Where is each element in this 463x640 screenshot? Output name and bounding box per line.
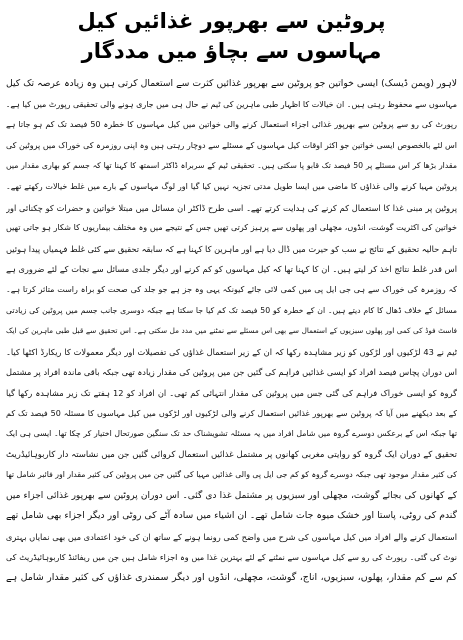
article-body-line: تاہم حالیہ تحقیق کے نتائج نے سب کو حیرت میں ڈال دیا ہے اور ماہرین کا کہنا ہے کہ سابقہ تحقیق سے کئی غلط فہمیاں پیدا ہوئیں [6, 243, 457, 254]
article-body-line: کم سے کم مقدار، پھلوں، سبزیوں، اناج، گوشت، مچھلی، انڈوں اور دیگر سمندری غذاؤں کی کثیر مقدار شامل ہے [6, 572, 457, 584]
article-body-line: تھا جبکہ اس کے برعکس دوسرے گروہ میں شامل افراد میں یہ مسئلہ تشویشناک حد تک سنگین صورتحال اختیار کر چکا تھا۔ ایسی ہی ایک [6, 429, 457, 439]
article-body-line: کے بعد دیکھنے میں آیا کہ پروٹین سے بھرپور غذائیں استعمال کرنے والی لڑکیوں اور لڑکوں میں کیل مہاسوں کا مسئلہ 50 فیصد تک کم [6, 408, 457, 418]
article-body-line: لاہور (ویمن ڈیسک) ایسی خواتین جو پروٹین سے بھرپور غذائیں کثرت سے استعمال کرتی ہیں وہ زیادہ عرصہ تک کیل [6, 78, 457, 89]
article-body [6, 74, 457, 589]
article-body-line: مہاسوں سے محفوظ رہتی ہیں۔ ان خیالات کا اظہار طبی ماہرین کی ٹیم نے حال ہی میں جاری ہونے والی تحقیقی رپورٹ میں کیا ہے۔ [6, 99, 457, 109]
article-body-line: کے کھانوں کی بجائے گوشت، مچھلی اور سبزیوں پر مشتمل غذا دی گئی۔ اس دوران پروٹین سے بھرپور غذائی اجزاء میں [6, 490, 457, 501]
article-body-line: کہ روزمرہ کی خوراک سے ہی جی ایل پی میں کمی لائی جائے کیونکہ یہی وہ جز ہے جو جلد کی صحت کو براہ راست متاثر کرتا ہے۔ [6, 284, 457, 294]
article-body-line: استعمال کرنے والے افراد میں کیل مہاسوں کی شرح میں واضح کمی رونما ہونے کے ساتھ ان کی خود اعتمادی میں بھی نمایاں بہتری [6, 532, 457, 543]
article-body-line: خواتین کی اکثریت گوشت، انڈوں، مچھلی اور پھلوں سے پرہیز کرتی تھیں جس کے نتیجے میں وہ مختلف بیماریوں کا شکار ہو جاتی تھیں [6, 223, 457, 233]
article-body-line: مسائل کے خلاف ڈھال کا کام دیتے ہیں۔ ان کے خطرہ کو 50 فیصد تک کم کیا جا سکتا ہے جبکہ دوسری جانب جسم میں پروٹین کی زیادتی [6, 305, 457, 315]
article-body-line: رپورٹ کی رو سے پروٹین سے بھرپور غذائی اجزاء استعمال کرنے والی خواتین میں کیل مہاسوں کا خطرہ 50 فیصد تک کم ہو جاتا ہے [6, 120, 457, 130]
headline-line-2: مہاسوں سے بچاؤ میں مددگار [81, 39, 382, 63]
article-body-line: کی کثیر مقدار موجود تھی جبکہ دوسرے گروہ کو کم جی ایل پی والی غذائیں مہیا کی گئیں جن میں پروٹین کی کثیر مقدار اور فائبر شامل تھا [6, 470, 457, 480]
article-body-line: تحقیق کے دوران ایک گروہ کو روایتی مغربی کھانوں پر مشتمل غذائیں استعمال کروائی گئیں جن میں نشاستہ دار کاربوہائیڈریٹ [6, 449, 457, 460]
article-body-line: گندم کی روٹی، پاستا اور خشک میوہ جات شامل تھے۔ ان اشیاء میں سادہ آٹے کی روٹی اور دیگر اجزاء بھی شامل تھے [6, 510, 457, 522]
article-body-line: اس دوران پچاس فیصد افراد کو ایسی غذائیں فراہم کی گئیں جن میں پروٹین کی مقدار زیادہ تھی جبکہ باقی ماندہ افراد پر مشتمل [6, 367, 457, 378]
article-body-line: فاسٹ فوڈ کی کمی اور پھلوں سبزیوں کے استعمال سے بھی اس مسئلے سے نمٹنے میں مدد مل سکتی ہے۔ اس تحقیق سے قبل طبی ماہرین کی ایک [6, 326, 457, 336]
article-body-line: نوٹ کی گئی۔ رپورٹ کی رو سے کیل مہاسوں سے نمٹنے کے لئے بہترین غذا میں وہ اجزاء شامل ہیں جن میں ریفائنڈ کاربوہائیڈریٹ کی [6, 552, 457, 562]
article-body-line: پروٹین مہیا کرنے والی غذاؤں کا ماضی میں ایسا طویل مدتی تجزیہ نہیں کیا گیا اور لوگ مہاسوں کے بارے میں غلط خیالات رکھتے تھے۔ [6, 181, 457, 191]
article-body-line: پروٹین پر مبنی غذا کا استعمال کم کرنے کی ہدایت کرتے تھے۔ اسی طرح ڈاکٹر ان مسائل میں مبتلا خواتین و حضرات کو چکنائی اور [6, 202, 457, 213]
article-body-line: اس قدر غلط نتائج اخذ کر لیتے ہیں۔ ان کا کہنا تھا کہ کیل مہاسوں کو کم کرنے اور دیگر جلدی مسائل سے نجات کے لئے ضروری ہے [6, 264, 457, 275]
article-body-line: گروہ کو ایسی خوراک فراہم کی گئی جس میں پروٹین کی مقدار انتہائی کم تھی۔ ان افراد کو 12 ہفتے تک زیر مشاہدہ رکھا گیا [6, 387, 457, 398]
article-body-line: ٹیم نے 43 لڑکیوں اور لڑکوں کو زیر مشاہدہ رکھا کہ ان کے زیر استعمال غذاؤں کی تفصیلات اور دیگر معمولات کا ریکارڈ اکٹھا کیا۔ [6, 346, 457, 357]
headline-line-1: پروٹین سے بھرپور غذائیں کیل [77, 9, 386, 33]
article-body-line: مقدار بڑھا کر اس مسئلے پر 50 فیصد تک قابو پا سکتی ہیں۔ تحقیقی ٹیم کے سربراہ ڈاکٹر اسمتھ کا کہنا تھا کہ جسم کو بھاری مقدار میں [6, 161, 457, 171]
article-body-line: اس لئے بالخصوص ایسی خواتین جو اکثر اوقات کیل مہاسوں کے مسئلے سے دوچار رہتی ہیں وہ اپنی روزمرہ کی خوراک میں پروٹین کی [6, 140, 457, 150]
